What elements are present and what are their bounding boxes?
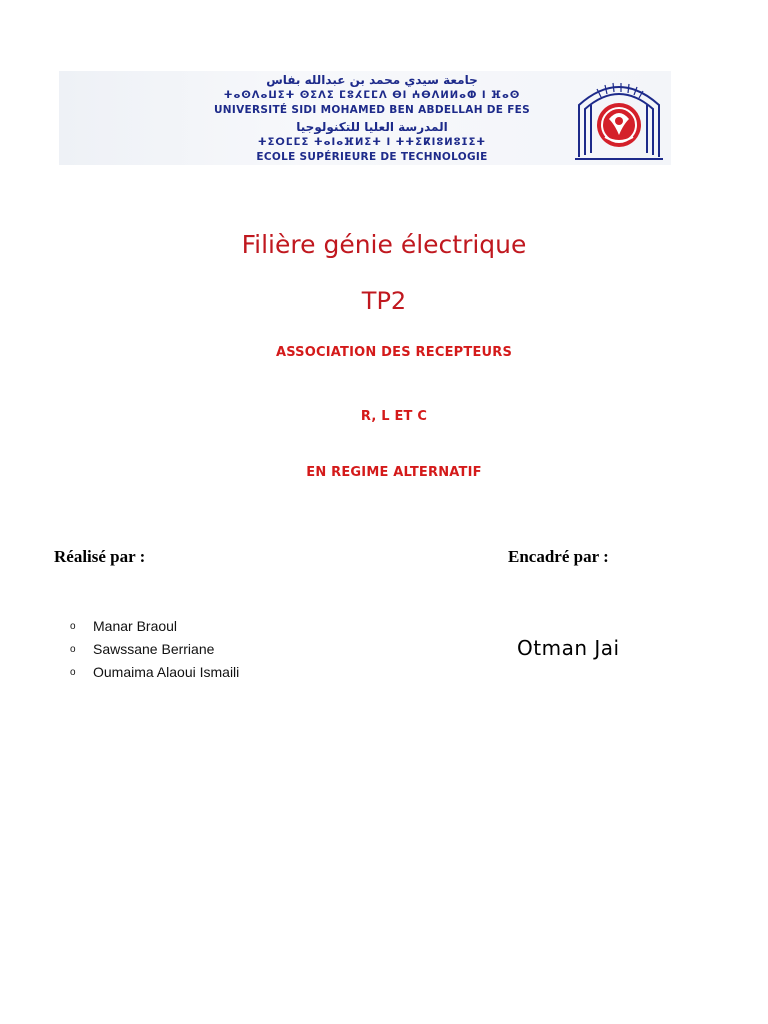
list-item (70, 615, 239, 638)
authors-list (70, 615, 239, 684)
program-title: Filière génie électrique (241, 230, 527, 259)
bullet-icon: o (70, 667, 76, 678)
authors-label: Réalisé par : (54, 547, 146, 566)
school-name-arabic: المدرسة العليا للتكنولوجيا (296, 120, 448, 134)
supervisor-name: Otman Jai (517, 636, 620, 660)
list-item (70, 638, 239, 661)
bullet-icon: o (70, 644, 76, 655)
school-name-tifinagh: ⵜⵉⵔⵎⵎⵉ ⵜⴰⵏⴰⴼⵍⵉⵜ ⵏ ⵜⵜⵉⴽⵏⵓⵍⵓⵊⵉⵜ (257, 137, 487, 148)
subject-line-2: R, L ET C (360, 409, 428, 424)
university-name-latin: UNIVERSITÉ SIDI MOHAMED BEN ABDELLAH DE FES (213, 104, 531, 116)
subject-line-3: EN REGIME ALTERNATIF (306, 465, 482, 480)
author-name: Sawssane Berriane (93, 641, 215, 657)
author-name: Manar Braoul (93, 618, 178, 634)
institution-names (157, 71, 587, 165)
author-name: Oumaima Alaoui Ismaili (93, 664, 240, 680)
tp-number: TP2 (361, 287, 407, 315)
supervisor-label: Encadré par : (508, 547, 609, 566)
bullet-icon: o (70, 621, 76, 632)
header-banner (59, 71, 671, 165)
subject-line-1: ASSOCIATION DES RECEPTEURS (275, 345, 513, 360)
school-name-latin: ECOLE SUPÉRIEURE DE TECHNOLOGIE (256, 151, 488, 163)
university-emblem-icon (571, 75, 667, 163)
university-name-tifinagh: ⵜⴰⵙⴷⴰⵡⵉⵜ ⵙⵉⴷⵉ ⵎⵓⵃⵎⵎⴷ ⴱⵏ ⵄⴱⴷⵍⵍⴰⵀ ⵏ ⴼⴰⵙ (223, 90, 521, 101)
university-name-arabic: جامعة سيدي محمد بن عبدالله بفاس (266, 73, 478, 87)
list-item (70, 661, 239, 684)
